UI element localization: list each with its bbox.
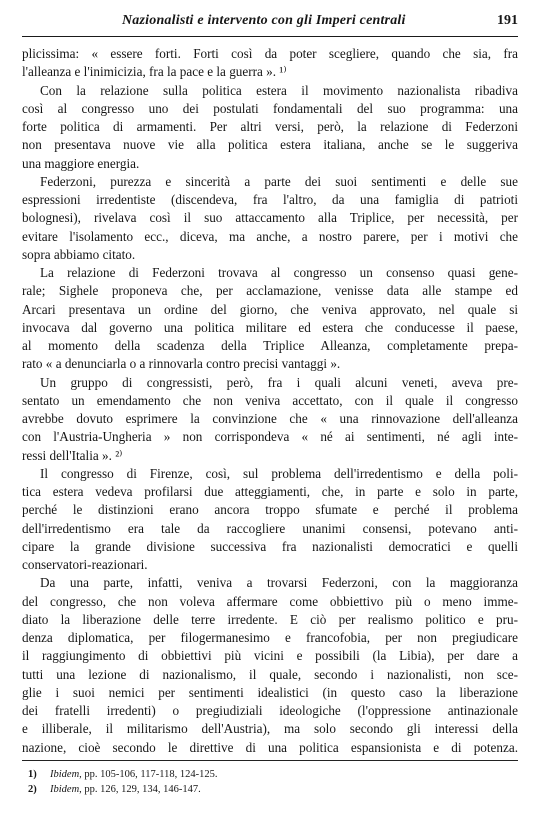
footnote [22, 767, 518, 782]
text-line: e illiberale, il militarismo dell'Austria), ma solo secondo gli interessi della [22, 721, 518, 737]
text-line: Da una parte, infatti, veniva a trovarsi Federzoni, con la maggioranza [40, 575, 518, 591]
text-line: l'alleanza e l'inimicizia, fra la pace e la guerra ». ¹⁾ [22, 64, 287, 80]
text-line: bolognesi), rivelava così il suo attaccamento alla Triplice, per necessità, per [22, 210, 518, 226]
footnote-source: Ibidem, [50, 769, 82, 780]
text-line: denza diplomatica, per filogermanesimo e francofobia, per non pregiudicare [22, 630, 518, 645]
text-line: perché le distinzioni erano ancora troppo sfumate e perché il problema [22, 502, 518, 518]
footnote-mark: 2) [28, 784, 37, 795]
running-head: Nazionalisti e intervento con gli Imperi centrali [122, 13, 406, 28]
text-line: Federzoni, purezza e sincerità a parte dei suoi sentimenti e delle sue [40, 173, 518, 189]
text-line: evitare l'isolamento ecc., diceva, ma anche, a nostro parere, per i motivi che [22, 228, 518, 244]
text-line: non presentava nuove vie alla politica estera italiana, anche se le suggeriva [22, 137, 518, 153]
text-line: forte politica di armamenti. Per altri versi, però, la relazione di Federzoni [22, 119, 518, 134]
text-line: Il congresso di Firenze, così, sul problema dell'irredentismo e della poli- [40, 465, 518, 481]
text-line: cipare la grande divisione successiva fra nazionalisti democratici e quelli [22, 538, 518, 554]
text-line: così al congresso uno dei postulati fondamentali del suo programma: una [22, 100, 518, 116]
text-line: Con la relazione sulla politica estera il movimento nazionalista ribadiva [40, 82, 518, 98]
text-line: invocava dal governo una politica militare ed estera che conducesse il paese, [22, 319, 518, 335]
footnote [22, 782, 518, 797]
text-line: dell'irredentismo era tale da raccogliere unanimi consensi, potevano anti- [22, 520, 518, 536]
footnote-source: Ibidem, [50, 784, 82, 795]
text-line: sentato un emendamento che non veniva accettato, con il quale il congresso [22, 392, 518, 408]
text-line: avrebbe dovuto esprimere la convinzione che « una rinnovazione dell'alleanza [22, 411, 518, 426]
page-number: 191 [497, 13, 518, 28]
text-line: nazione, cioè secondo le direttive di una politica espansionista e di potenza. [22, 739, 518, 755]
text-line: Un gruppo di congressisti, però, fra i quali alcuni veneti, aveva pre- [40, 374, 518, 390]
page-header [22, 12, 518, 37]
body-text [22, 45, 518, 757]
text-line: diato la liberazione delle terre irredente. E ciò per realismo politico e pru- [22, 611, 518, 627]
text-line: ressi dell'Italia ». ²⁾ [22, 447, 123, 463]
footnotes [22, 760, 518, 797]
text-line: plicissima: « essere forti. Forti così da poter scegliere, quando che sia, fra [22, 46, 518, 61]
text-line: una maggiore energia. [22, 155, 140, 171]
text-line: il raggiungimento di obbiettivi più vicini e possibili (la Libia), per dare a [22, 648, 518, 664]
text-line: rato « a denunciarla o a rinnovarla contro precisi vantaggi ». [22, 356, 341, 372]
text-line: tica estera vedeva profilarsi due atteggiamenti, che, in parte e solo in parte, [22, 484, 518, 499]
text-line: conservatori-reazionari. [22, 557, 148, 572]
footnote-refs: pp. 126, 129, 134, 146-147. [84, 784, 201, 795]
text-line: sopra abbiamo citato. [22, 246, 136, 262]
text-line: Arcari presentava un ordine del giorno, che veniva approvato, nel quale si [22, 301, 518, 317]
text-line: al momento della scadenza della Triplice Alleanza, completamente prepa- [22, 338, 518, 353]
text-line: del congresso, che non voleva affermare come obbiettivo più o meno imme- [22, 593, 518, 609]
text-line: espressioni irredentiste (discendeva, fra l'altro, da una famiglia di patrioti [22, 192, 518, 207]
text-line: La relazione di Federzoni trovava al congresso un consenso quasi gene- [40, 265, 518, 280]
footnote-refs: pp. 105-106, 117-118, 124-125. [84, 769, 218, 780]
text-line: tutti una lezione di nazionalismo, il quale, secondo i nazionalisti, non sce- [22, 666, 518, 682]
footnote-mark: 1) [28, 769, 37, 780]
text-line: con l'Austria-Ungheria » non corrispondeva « né ai sentimenti, né agli inte- [22, 429, 518, 445]
text-line: dei fratelli irredenti) o pregiudiziali ideologiche (l'oppressione antinazionale [22, 703, 518, 718]
text-line: rale; Sighele proponeva che, per acclamazione, venisse data alle stampe ed [22, 283, 518, 299]
text-line: glie i suoi nemici per sentimenti idealistici (in questo caso la liberazione [22, 684, 518, 700]
